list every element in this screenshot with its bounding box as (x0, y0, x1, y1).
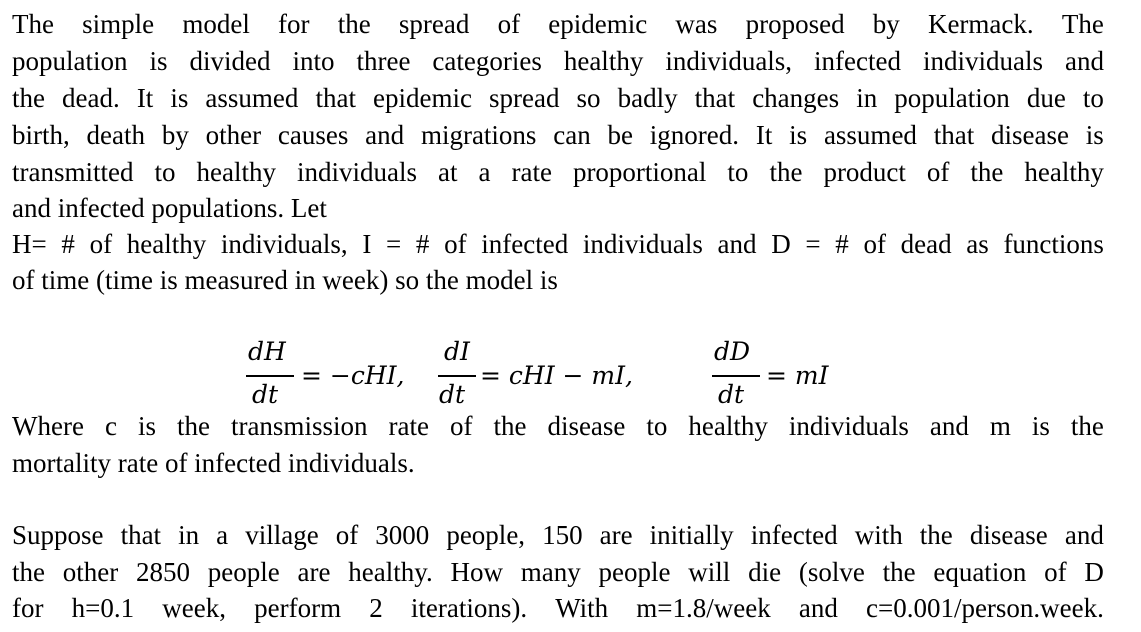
word: the (970, 157, 1004, 187)
word: be (607, 120, 633, 150)
word: m (989, 411, 1011, 441)
word: It (755, 120, 773, 150)
word: (solve (798, 557, 865, 587)
word: in (856, 83, 878, 113)
word: migrations (420, 120, 537, 150)
word: transmitted (12, 157, 134, 187)
word: rate (388, 411, 429, 441)
word: so (576, 83, 601, 113)
word: is (1031, 411, 1050, 441)
word: and (798, 593, 838, 623)
word: of (926, 157, 950, 187)
word: Where (12, 411, 84, 441)
word: The (12, 9, 54, 39)
word: healthy (126, 229, 207, 259)
word: to (1082, 83, 1104, 113)
word: individuals (296, 157, 417, 187)
word: disease (547, 411, 626, 441)
word: that (315, 83, 356, 113)
word: healthy. (348, 557, 433, 587)
word: infected (481, 229, 569, 259)
word: assumed (205, 83, 299, 113)
word: the (493, 411, 527, 441)
paragraph1-line8: of time (time is measured in week) so the model is (12, 265, 558, 295)
word: is (137, 411, 156, 441)
eq3-denominator: dt (718, 380, 745, 409)
eq2-fraction-bar (438, 375, 476, 377)
word: the (176, 411, 210, 441)
word: and (929, 411, 969, 441)
eq2-numerator: dI (444, 337, 470, 366)
word: death (86, 120, 146, 150)
word: of (449, 411, 473, 441)
word: It (136, 83, 154, 113)
word: rate (511, 157, 552, 187)
word: week, (162, 593, 226, 623)
word: transmission (230, 411, 368, 441)
word: of (863, 229, 886, 259)
word: of (335, 520, 359, 550)
word: is (789, 120, 808, 150)
word: iterations). (410, 593, 528, 623)
word: for (278, 9, 310, 39)
paragraph2-line2: mortality rate of infected individuals. (12, 448, 415, 478)
word: is (170, 83, 189, 113)
word: at (437, 157, 458, 187)
word: categories (432, 46, 542, 76)
eq1-denominator: dt (252, 380, 279, 409)
word: for (12, 593, 44, 623)
word: proposed (745, 9, 845, 39)
word: birth, (12, 120, 70, 150)
word: individuals, (665, 46, 793, 76)
eq3-fraction-bar (712, 375, 760, 377)
word: and (717, 229, 757, 259)
word: people (598, 557, 671, 587)
word: many (520, 557, 581, 587)
word: model (182, 9, 250, 39)
word: a (216, 520, 229, 550)
word: of (497, 9, 521, 39)
word: H= (12, 229, 47, 259)
word: other (62, 557, 119, 587)
word: is (149, 46, 168, 76)
word: assumed (823, 120, 917, 150)
word: village (245, 520, 319, 550)
word: healthy (688, 411, 768, 441)
word: individuals, (220, 229, 348, 259)
word: epidemic (548, 9, 648, 39)
word: D (771, 229, 791, 259)
word: and (1064, 46, 1104, 76)
word: due (1026, 83, 1066, 113)
paragraph3-line2 (12, 554, 1104, 590)
word: ignored. (649, 120, 740, 150)
word: dead. (62, 83, 120, 113)
word: and (1064, 520, 1104, 550)
word: # (61, 229, 75, 259)
eq3-rhs: = mI (766, 361, 829, 390)
word: people, (446, 520, 526, 550)
word: as (966, 229, 989, 259)
word: = (805, 229, 821, 259)
word: the (769, 157, 803, 187)
word: the (882, 557, 916, 587)
paragraph3-line3 (12, 590, 1104, 626)
word: of (444, 229, 467, 259)
word: can (553, 120, 591, 150)
word: by (872, 9, 900, 39)
word: die (748, 557, 782, 587)
word: the (1070, 411, 1104, 441)
word: population (894, 83, 1010, 113)
eq1-rhs: = −cHI, (301, 361, 405, 390)
paragraph1-line6: and infected populations. Let (12, 193, 327, 223)
word: a (478, 157, 491, 187)
word: perform (254, 593, 342, 623)
paragraph1-line5 (12, 154, 1104, 190)
word: three (356, 46, 411, 76)
paragraph1-line3 (12, 80, 1104, 116)
word: healthy (1024, 157, 1104, 187)
word: With (555, 593, 609, 623)
word: c=0.001/person.week. (865, 593, 1104, 623)
word: # (835, 229, 849, 259)
word: will (688, 557, 731, 587)
word: to (727, 157, 749, 187)
word: 2850 (136, 557, 191, 587)
word: # (415, 229, 430, 259)
word: population (12, 46, 128, 76)
word: initially (649, 520, 734, 550)
paragraph3-line1 (12, 517, 1104, 553)
word: into (292, 46, 335, 76)
word: other (205, 120, 262, 150)
word: disease (969, 520, 1048, 550)
word: of (1044, 557, 1067, 587)
word: the (919, 520, 953, 550)
paragraph1-line1 (12, 6, 1104, 42)
word: infected (814, 46, 901, 76)
word: individuals (922, 46, 1043, 76)
word: to (154, 157, 176, 187)
eq1-numerator: dH (248, 337, 286, 366)
word: m=1.8/week (636, 593, 771, 623)
word: individuals (788, 411, 909, 441)
paragraph1-line2 (12, 43, 1104, 79)
word: product (823, 157, 906, 187)
word: 3000 (375, 520, 430, 550)
word: that (694, 83, 736, 113)
word: The (1061, 9, 1104, 39)
word: proportional (572, 157, 707, 187)
word: Suppose (12, 520, 104, 550)
word: the (12, 83, 45, 113)
word: spread (398, 9, 470, 39)
word: the (12, 557, 45, 587)
word: Kermack. (927, 9, 1034, 39)
word: 2 (369, 593, 383, 623)
word: simple (82, 9, 155, 39)
word: are (599, 520, 633, 550)
word: in (178, 520, 200, 550)
paragraph1-line4 (12, 117, 1104, 153)
word: individuals (582, 229, 703, 259)
word: equation (933, 557, 1027, 587)
word: that (120, 520, 162, 550)
word: dead (900, 229, 952, 259)
paragraph2-line1 (12, 408, 1104, 444)
word: of (89, 229, 113, 259)
word: 150 (542, 520, 583, 550)
word: changes (752, 83, 840, 113)
word: badly (617, 83, 678, 113)
word: the (337, 9, 371, 39)
word: = (386, 229, 402, 259)
word: causes (277, 120, 349, 150)
eq2-denominator: dt (439, 380, 466, 409)
eq3-numerator: dD (714, 337, 751, 366)
word: c (104, 411, 117, 441)
word: functions (1003, 229, 1104, 259)
word: h=0.1 (71, 593, 135, 623)
eq2-rhs: = cHI − mI, (480, 361, 633, 390)
word: to (646, 411, 668, 441)
word: spread (489, 83, 560, 113)
word: How (450, 557, 503, 587)
word: are (297, 557, 331, 587)
paragraph1-line7 (12, 226, 1104, 262)
word: healthy (196, 157, 276, 187)
word: healthy (563, 46, 644, 76)
word: is (1085, 120, 1104, 150)
word: with (854, 520, 903, 550)
word: that (933, 120, 975, 150)
word: I (362, 229, 372, 259)
eq1-fraction-bar (246, 375, 294, 377)
word: and (365, 120, 405, 150)
word: by (161, 120, 189, 150)
word: disease (991, 120, 1069, 150)
word: was (675, 9, 718, 39)
word: infected (750, 520, 838, 550)
word: D (1084, 557, 1104, 587)
word: people (207, 557, 280, 587)
word: epidemic (373, 83, 472, 113)
word: divided (189, 46, 271, 76)
